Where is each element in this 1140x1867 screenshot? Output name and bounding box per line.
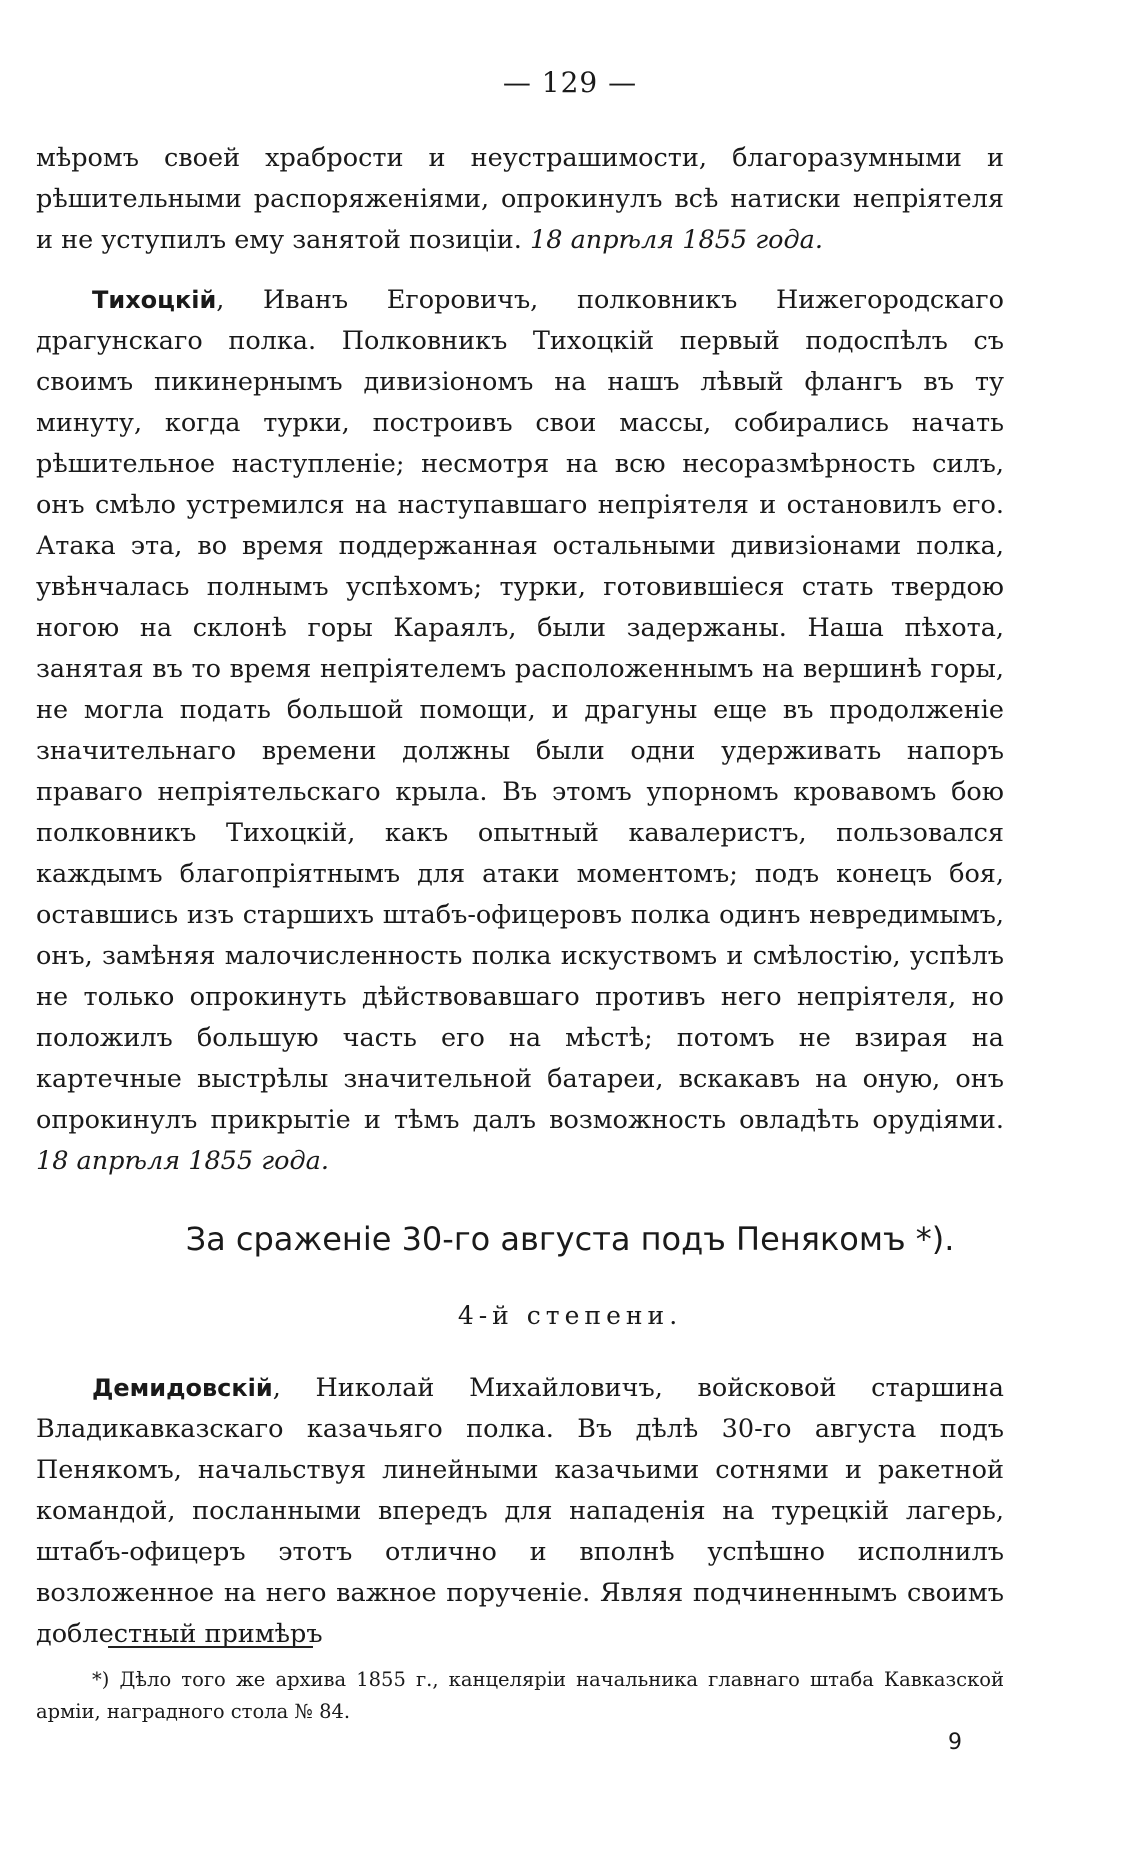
page-number: — 129 — (502, 66, 638, 99)
footnote-divider (108, 1646, 313, 1648)
degree-heading: 4-й степени. (457, 1301, 683, 1330)
person-name: Тихоцкій (92, 286, 217, 314)
signature-mark: 9 (948, 1730, 962, 1755)
section-heading: За сраженіе 30-го августа подъ Пенякомъ *). (185, 1220, 955, 1258)
paragraph-text: , Иванъ Егоровичъ, полковникъ Нижегородскаго драгунскаго полка. Полковникъ Тихоцкій первый подоспѣлъ съ своимъ пикинернымъ дивизіономъ на нашъ лѣвый флангъ въ ту минуту, когда турки, построивъ свои массы, собирались начать рѣшительное наступленіе; несмотря на всю несоразмѣрность силъ, онъ смѣло устремился на наступавшаго непріятеля и остановилъ его. Атака эта, во время поддержанная остальными дивизіонами полка, увѣнчалась полнымъ успѣхомъ; турки, готовившіеся стать твердою ногою на склонѣ горы Караялъ, были задержаны. Наша пѣхота, занятая въ то время непріятелемъ расположеннымъ на вершинѣ горы, не могла подать большой помощи, и драгуны еще въ продолженіе значительнаго времени должны были одни удерживать напоръ праваго непріятельскаго крыла. Въ этомъ упорномъ кровавомъ бою полковникъ Тихоцкій, какъ опытный кавалеристъ, пользовался каждымъ благопріятнымъ для атаки моментомъ; подъ конецъ боя, оставшись изъ старшихъ штабъ-офицеровъ полка одинъ невредимымъ, онъ, замѣняя малочисленность полка искуствомъ и смѣлостію, успѣлъ не только опрокинуть дѣйствовавшаго противъ него непріятеля, но положилъ большую часть его на мѣстѣ; потомъ не взирая на картечные выстрѣлы значительной батареи, вскакавъ на оную, онъ опрокинулъ прикрытіе и тѣмъ далъ возможность овладѣть орудіями. (36, 285, 1004, 1135)
footnote-text: *) Дѣло того же архива 1855 г., канцеляріи начальника главнаго штаба Кавказской арміи, наградного стола № 84. (36, 1668, 1004, 1723)
paragraph-tikhotsky (36, 280, 1004, 1182)
paragraph-text: , Николай Михайловичъ, войсковой старшина Владикавказскаго казачьяго полка. Въ дѣлѣ 30-го августа подъ Пенякомъ, начальствуя линейными казачьими сотнями и ракетной командой, посланными впередъ для нападенія на турецкій лагерь, штабъ-офицеръ этотъ отлично и вполнѣ успѣшно исполнилъ возложенное на него важное порученіе. Являя подчиненнымъ своимъ доблестный примѣръ (36, 1373, 1004, 1649)
paragraph-continuation (36, 138, 1004, 261)
award-date: 18 апрѣля 1855 года. (530, 225, 823, 255)
paragraph-text: мѣромъ своей храбрости и неустрашимости, благоразумными и рѣшительными распоряженіями, опрокинулъ всѣ натиски непріятеля и не уступилъ ему занятой позиціи. (36, 143, 1004, 255)
paragraph-demidovsky (36, 1368, 1004, 1655)
footnote (36, 1664, 1004, 1728)
award-date: 18 апрѣля 1855 года. (36, 1146, 329, 1176)
person-name: Демидовскій (92, 1374, 273, 1402)
